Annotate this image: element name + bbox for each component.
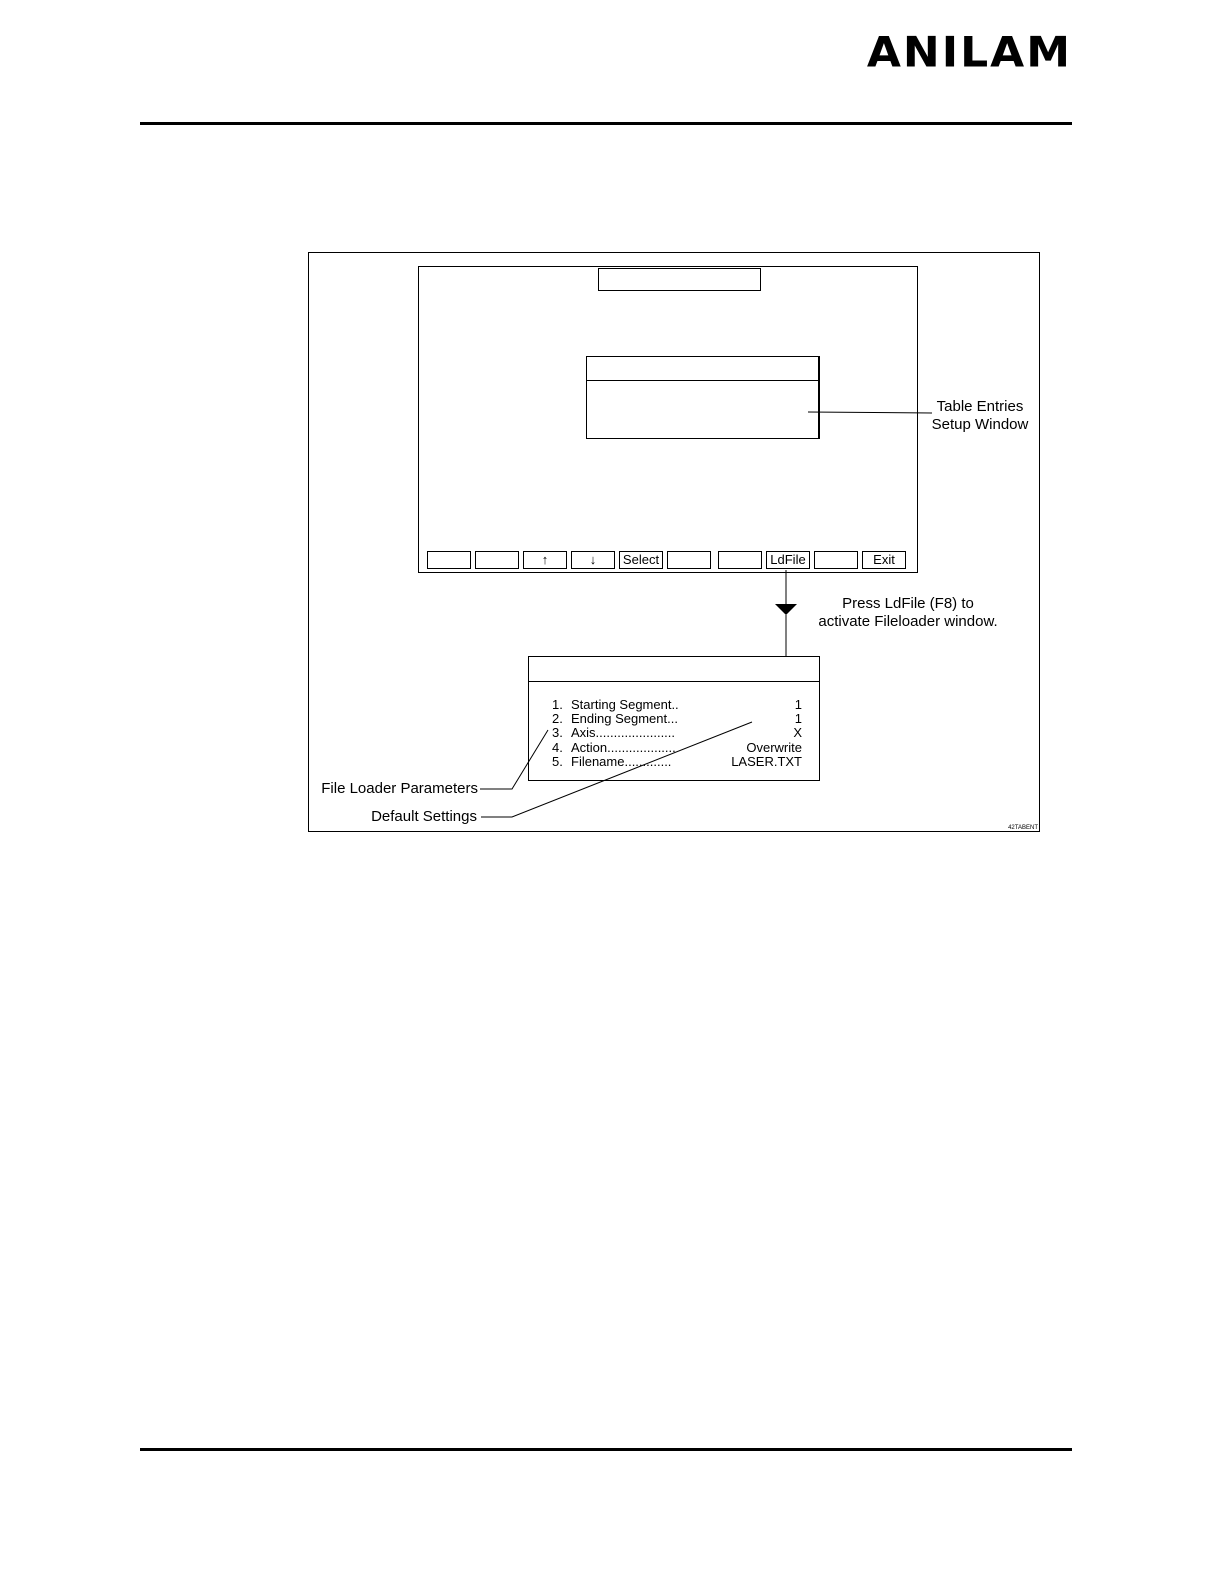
- param-number: 5.: [552, 754, 563, 769]
- softkey-up-arrow[interactable]: ↑: [523, 551, 567, 569]
- param-label: Ending Segment...: [571, 711, 678, 726]
- callout-table-entries: [924, 398, 1036, 434]
- param-number: 3.: [552, 725, 563, 740]
- param-label: Action...................: [571, 740, 676, 755]
- callout-default-settings: Default Settings: [371, 808, 477, 825]
- param-value: X: [793, 725, 802, 740]
- callout-press-ldfile: [808, 595, 1008, 631]
- softkey-ldfile[interactable]: LdFile: [766, 551, 810, 569]
- anilam-logo: ANILAM: [866, 28, 1072, 77]
- callout-press-line1: Press LdFile (F8) to: [842, 595, 974, 612]
- param-number: 4.: [552, 740, 563, 755]
- param-value: LASER.TXT: [731, 754, 802, 769]
- softkey-exit[interactable]: Exit: [862, 551, 906, 569]
- table-entries-leader: [808, 412, 932, 413]
- param-label: Starting Segment..: [571, 697, 679, 712]
- param-number: 1.: [552, 697, 563, 712]
- defaults-leader: [481, 722, 752, 817]
- param-value: 1: [794, 711, 802, 726]
- callout-press-line2: activate Fileloader window.: [818, 613, 998, 630]
- figure-code: 42TABENT: [1008, 825, 1038, 831]
- callout-table-entries-line1: Table Entries: [936, 398, 1024, 415]
- param-number: 2.: [552, 711, 563, 726]
- down-arrow-icon: [775, 604, 797, 615]
- param-value: Overwrite: [746, 740, 802, 755]
- callout-file-loader-parameters: File Loader Parameters: [321, 780, 478, 797]
- param-label: Axis......................: [571, 725, 676, 740]
- param-label: Filename.............: [571, 754, 672, 769]
- softkey-down-arrow[interactable]: ↓: [571, 551, 615, 569]
- callout-table-entries-line2: Setup Window: [931, 416, 1029, 433]
- param-value: 1: [794, 697, 802, 712]
- params-leader: [480, 730, 548, 789]
- softkey-select[interactable]: Select: [619, 551, 663, 569]
